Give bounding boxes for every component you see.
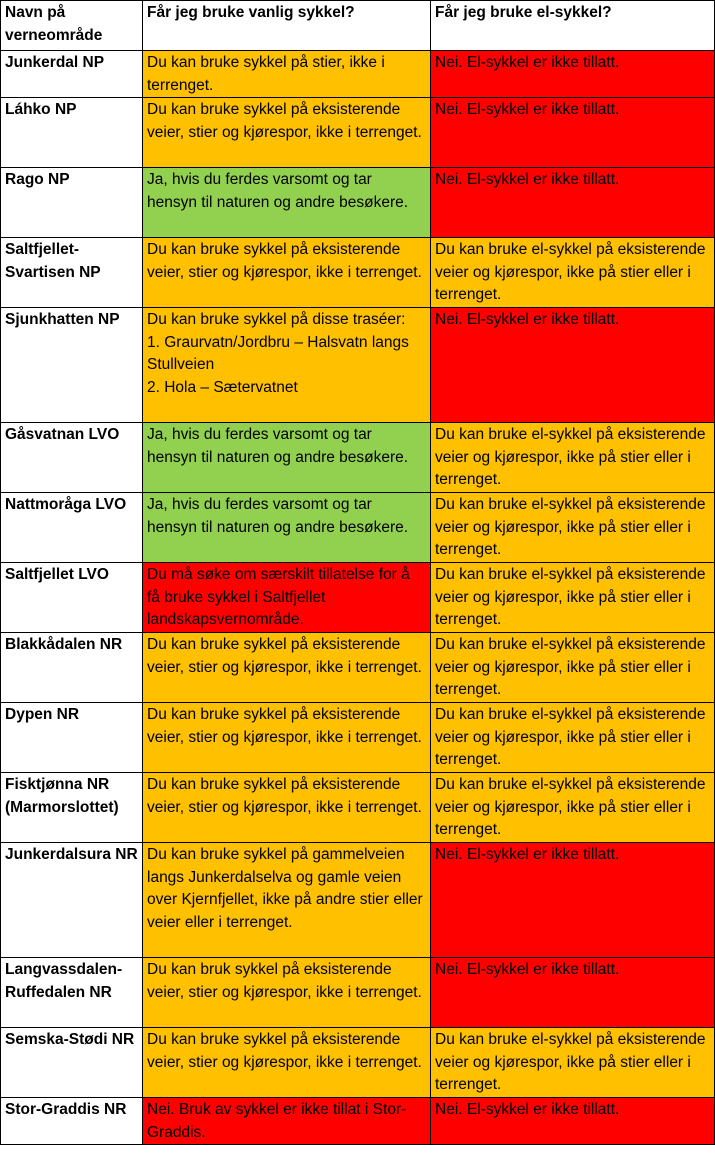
electric-bike-cell: Du kan bruke el-sykkel på eksisterende veier og kjørespor, ikke på stier eller i terrenget.	[431, 423, 715, 493]
electric-bike-cell: Nei. El-sykkel er ikke tillatt.	[431, 98, 715, 168]
regular-bike-cell: Du kan bruke sykkel på disse traséer: 1. Graurvatn/Jordbru – Halsvatn langs Stullveien 2. Hola – Sætervatnet	[143, 308, 431, 423]
electric-bike-cell: Du kan bruke el-sykkel på eksisterende veier og kjørespor, ikke på stier eller i terrenget.	[431, 773, 715, 843]
table-row	[1, 1098, 715, 1145]
table-row	[1, 1028, 715, 1098]
area-name-cell: Junkerdalsura NR	[1, 843, 143, 958]
regular-bike-cell: Du kan bruke sykkel på eksisterende veier, stier og kjørespor, ikke i terrenget.	[143, 773, 431, 843]
table-row	[1, 423, 715, 493]
electric-bike-cell: Nei. El-sykkel er ikke tillatt.	[431, 1098, 715, 1145]
table-row	[1, 98, 715, 168]
regular-bike-cell: Du kan bruke sykkel på eksisterende veier, stier og kjørespor, ikke i terrenget.	[143, 238, 431, 308]
regular-bike-cell: Ja, hvis du ferdes varsomt og tar hensyn til naturen og andre besøkere.	[143, 168, 431, 238]
regular-bike-cell: Du kan bruke sykkel på eksisterende veier, stier og kjørespor, ikke i terrenget.	[143, 703, 431, 773]
regular-bike-cell: Ja, hvis du ferdes varsomt og tar hensyn til naturen og andre besøkere.	[143, 423, 431, 493]
electric-bike-cell: Du kan bruke el-sykkel på eksisterende veier og kjørespor, ikke på stier eller i terrenget.	[431, 703, 715, 773]
regular-bike-cell: Du kan bruke sykkel på eksisterende veier, stier og kjørespor, ikke i terrenget.	[143, 98, 431, 168]
electric-bike-cell: Du kan bruke el-sykkel på eksisterende veier og kjørespor, ikke på stier eller i terrenget.	[431, 1028, 715, 1098]
header-row	[1, 1, 715, 51]
electric-bike-cell: Du kan bruke el-sykkel på eksisterende veier og kjørespor, ikke på stier eller i terrenget.	[431, 493, 715, 563]
area-name-cell: Stor-Graddis NR	[1, 1098, 143, 1145]
area-name-cell: Saltfjellet-Svartisen NP	[1, 238, 143, 308]
table-row	[1, 958, 715, 1028]
header-electric-bike: Får jeg bruke el-sykkel?	[431, 1, 715, 51]
area-name-cell: Junkerdal NP	[1, 51, 143, 98]
table-row	[1, 238, 715, 308]
area-name-cell: Dypen NR	[1, 703, 143, 773]
electric-bike-cell: Nei. El-sykkel er ikke tillatt.	[431, 958, 715, 1028]
regular-bike-cell: Du kan bruk sykkel på eksisterende veier, stier og kjørespor, ikke i terrenget.	[143, 958, 431, 1028]
area-name-cell: Saltfjellet LVO	[1, 563, 143, 633]
table-row	[1, 773, 715, 843]
area-name-cell: Nattmoråga LVO	[1, 493, 143, 563]
regular-bike-cell: Du må søke om særskilt tillatelse for å få bruke sykkel i Saltfjellet landskapsvernområde.	[143, 563, 431, 633]
area-name-cell: Rago NP	[1, 168, 143, 238]
table-row	[1, 493, 715, 563]
table-row	[1, 308, 715, 423]
electric-bike-cell: Nei. El-sykkel er ikke tillatt.	[431, 168, 715, 238]
electric-bike-cell: Du kan bruke el-sykkel på eksisterende veier og kjørespor, ikke på stier eller i terrenget.	[431, 563, 715, 633]
header-regular-bike: Får jeg bruke vanlig sykkel?	[143, 1, 431, 51]
electric-bike-cell: Nei. El-sykkel er ikke tillatt.	[431, 51, 715, 98]
regular-bike-cell: Nei. Bruk av sykkel er ikke tillat i Stor-Graddis.	[143, 1098, 431, 1145]
table-row	[1, 843, 715, 958]
table-row	[1, 51, 715, 98]
electric-bike-cell: Nei. El-sykkel er ikke tillatt.	[431, 308, 715, 423]
regular-bike-cell: Du kan bruke sykkel på stier, ikke i terrenget.	[143, 51, 431, 98]
area-name-cell: Langvassdalen-Ruffedalen NR	[1, 958, 143, 1028]
table-row	[1, 563, 715, 633]
electric-bike-cell: Du kan bruke el-sykkel på eksisterende veier og kjørespor, ikke på stier eller i terrenget.	[431, 633, 715, 703]
electric-bike-cell: Du kan bruke el-sykkel på eksisterende veier og kjørespor, ikke på stier eller i terrenget.	[431, 238, 715, 308]
area-name-cell: Fisktjønna NR (Marmorslottet)	[1, 773, 143, 843]
table-row	[1, 703, 715, 773]
area-name-cell: Sjunkhatten NP	[1, 308, 143, 423]
regular-bike-cell: Ja, hvis du ferdes varsomt og tar hensyn til naturen og andre besøkere.	[143, 493, 431, 563]
regular-bike-cell: Du kan bruke sykkel på eksisterende veier, stier og kjørespor, ikke i terrenget.	[143, 1028, 431, 1098]
area-name-cell: Láhko NP	[1, 98, 143, 168]
table-row	[1, 168, 715, 238]
regular-bike-cell: Du kan bruke sykkel på gammelveien langs Junkerdalselva og gamle veien over Kjernfjellet, ikke på andre stier eller veier eller i terrenget.	[143, 843, 431, 958]
header-area-name: Navn på verneområde	[1, 1, 143, 51]
area-name-cell: Blakkådalen NR	[1, 633, 143, 703]
area-name-cell: Semska-Stødi NR	[1, 1028, 143, 1098]
electric-bike-cell: Nei. El-sykkel er ikke tillatt.	[431, 843, 715, 958]
table-row	[1, 633, 715, 703]
area-name-cell: Gåsvatnan LVO	[1, 423, 143, 493]
regular-bike-cell: Du kan bruke sykkel på eksisterende veier, stier og kjørespor, ikke i terrenget.	[143, 633, 431, 703]
